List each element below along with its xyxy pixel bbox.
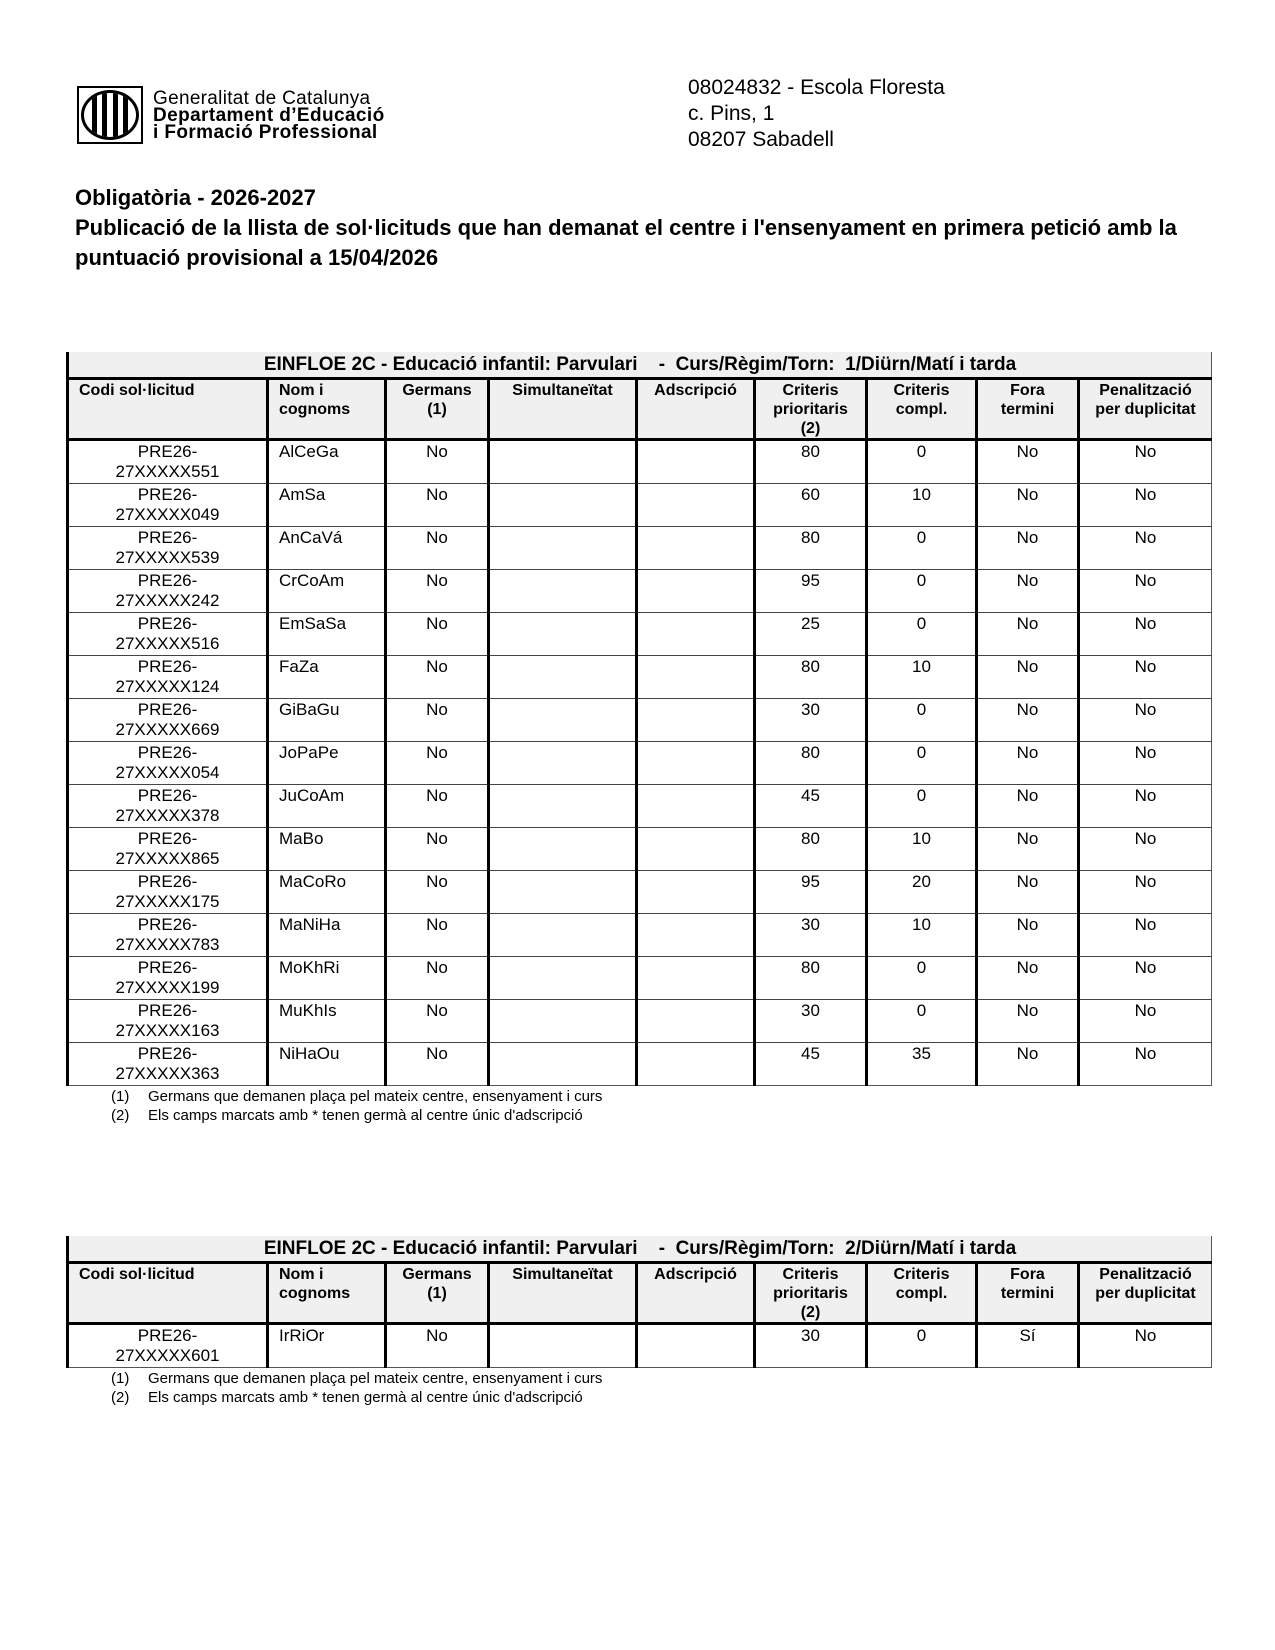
cell-assignment	[637, 871, 755, 914]
footnote	[111, 1388, 1210, 1407]
cell-priority-criteria: 80	[755, 957, 867, 1000]
table-caption: EINFLOE 2C - Educació infantil: Parvulari - Curs/Règim/Torn: 2/Diürn/Matí i tarda	[68, 1236, 1212, 1263]
column-header-request-code: Codi sol·licitud	[68, 379, 268, 440]
cell-priority-criteria: 80	[755, 440, 867, 484]
table-row	[68, 1000, 1212, 1043]
cell-complementary-criteria: 20	[867, 871, 977, 914]
cell-priority-criteria: 80	[755, 656, 867, 699]
cell-late-submission: No	[977, 742, 1079, 785]
cell-complementary-criteria: 0	[867, 527, 977, 570]
column-header-priority-criteria: Criteris prioritaris (2)	[755, 379, 867, 440]
cell-duplicate-penalty: No	[1079, 871, 1212, 914]
cell-request-code: PRE26- 27XXXXX378	[68, 785, 268, 828]
cell-simultaneity	[489, 570, 637, 613]
cell-request-code: PRE26- 27XXXXX242	[68, 570, 268, 613]
cell-request-code: PRE26- 27XXXXX199	[68, 957, 268, 1000]
cell-simultaneity	[489, 742, 637, 785]
cell-duplicate-penalty: No	[1079, 1043, 1212, 1086]
cell-duplicate-penalty: No	[1079, 785, 1212, 828]
column-header-simultaneity: Simultaneïtat	[489, 1263, 637, 1324]
cell-assignment	[637, 1000, 755, 1043]
cell-student-name: JuCoAm	[268, 785, 386, 828]
cell-complementary-criteria: 0	[867, 1000, 977, 1043]
cell-duplicate-penalty: No	[1079, 1000, 1212, 1043]
cell-request-code: PRE26- 27XXXXX175	[68, 871, 268, 914]
cell-duplicate-penalty: No	[1079, 914, 1212, 957]
cell-siblings: No	[386, 1324, 489, 1368]
table-row	[68, 570, 1212, 613]
cell-student-name: AmSa	[268, 484, 386, 527]
cell-duplicate-penalty: No	[1079, 1324, 1212, 1368]
column-header-simultaneity: Simultaneïtat	[489, 379, 637, 440]
cell-simultaneity	[489, 440, 637, 484]
footnote-number: (1)	[111, 1370, 130, 1387]
cell-request-code: PRE26- 27XXXXX551	[68, 440, 268, 484]
cell-request-code: PRE26- 27XXXXX124	[68, 656, 268, 699]
applications-table	[66, 1236, 1212, 1368]
cell-request-code: PRE26- 27XXXXX669	[68, 699, 268, 742]
cell-simultaneity	[489, 484, 637, 527]
cell-duplicate-penalty: No	[1079, 570, 1212, 613]
cell-complementary-criteria: 10	[867, 484, 977, 527]
table-footnotes	[111, 1369, 1210, 1407]
cell-student-name: MaCoRo	[268, 871, 386, 914]
cell-simultaneity	[489, 613, 637, 656]
school-name: 08024832 - Escola Floresta	[688, 76, 945, 99]
logo-line-2: Departament d’Educació	[153, 104, 385, 126]
footnote-number: (2)	[111, 1389, 130, 1406]
cell-complementary-criteria: 35	[867, 1043, 977, 1086]
logo-line-1: Generalitat de Catalunya	[153, 87, 371, 109]
cell-late-submission: No	[977, 656, 1079, 699]
footnote-text: Germans que demanen plaça pel mateix centre, ensenyament i curs	[148, 1370, 603, 1387]
cell-siblings: No	[386, 1000, 489, 1043]
cell-priority-criteria: 30	[755, 1324, 867, 1368]
cell-simultaneity	[489, 914, 637, 957]
cell-duplicate-penalty: No	[1079, 656, 1212, 699]
cell-late-submission: No	[977, 914, 1079, 957]
column-header-priority-criteria: Criteris prioritaris (2)	[755, 1263, 867, 1324]
applications-table-course-1	[66, 352, 1210, 1125]
cell-duplicate-penalty: No	[1079, 828, 1212, 871]
cell-duplicate-penalty: No	[1079, 613, 1212, 656]
cell-siblings: No	[386, 828, 489, 871]
column-header-late-submission: Fora termini	[977, 1263, 1079, 1324]
cell-complementary-criteria: 0	[867, 785, 977, 828]
cell-student-name: EmSaSa	[268, 613, 386, 656]
cell-duplicate-penalty: No	[1079, 484, 1212, 527]
column-header-assignment: Adscripció	[637, 379, 755, 440]
table-row	[68, 828, 1212, 871]
cell-simultaneity	[489, 699, 637, 742]
school-city: 08207 Sabadell	[688, 128, 834, 151]
cell-simultaneity	[489, 957, 637, 1000]
footnote-text: Els camps marcats amb * tenen germà al centre únic d'adscripció	[148, 1107, 583, 1124]
table-row	[68, 440, 1212, 484]
footnote	[111, 1369, 1210, 1388]
cell-priority-criteria: 80	[755, 527, 867, 570]
footnote-text: Els camps marcats amb * tenen germà al centre únic d'adscripció	[148, 1389, 583, 1406]
column-header-duplicate-penalty: Penalització per duplicitat	[1079, 1263, 1212, 1324]
cell-simultaneity	[489, 1043, 637, 1086]
cell-siblings: No	[386, 914, 489, 957]
cell-request-code: PRE26- 27XXXXX163	[68, 1000, 268, 1043]
cell-late-submission: No	[977, 570, 1079, 613]
cell-request-code: PRE26- 27XXXXX049	[68, 484, 268, 527]
column-header-siblings: Germans (1)	[386, 379, 489, 440]
cell-simultaneity	[489, 1324, 637, 1368]
cell-complementary-criteria: 0	[867, 570, 977, 613]
cell-complementary-criteria: 0	[867, 699, 977, 742]
cell-siblings: No	[386, 1043, 489, 1086]
cell-request-code: PRE26- 27XXXXX783	[68, 914, 268, 957]
applications-table	[66, 352, 1212, 1086]
cell-request-code: PRE26- 27XXXXX601	[68, 1324, 268, 1368]
cell-request-code: PRE26- 27XXXXX363	[68, 1043, 268, 1086]
school-address	[688, 75, 945, 153]
cell-student-name: MoKhRi	[268, 957, 386, 1000]
cell-duplicate-penalty: No	[1079, 527, 1212, 570]
cell-student-name: JoPaPe	[268, 742, 386, 785]
cell-request-code: PRE26- 27XXXXX516	[68, 613, 268, 656]
cell-request-code: PRE26- 27XXXXX054	[68, 742, 268, 785]
cell-assignment	[637, 742, 755, 785]
cell-priority-criteria: 80	[755, 828, 867, 871]
cell-assignment	[637, 656, 755, 699]
footnote-text: Germans que demanen plaça pel mateix centre, ensenyament i curs	[148, 1088, 603, 1105]
footnote	[111, 1106, 1210, 1125]
cell-priority-criteria: 80	[755, 742, 867, 785]
cell-siblings: No	[386, 527, 489, 570]
cell-complementary-criteria: 0	[867, 957, 977, 1000]
footnote-number: (1)	[111, 1088, 130, 1105]
applications-table-course-2	[66, 1236, 1210, 1407]
cell-priority-criteria: 45	[755, 1043, 867, 1086]
cell-assignment	[637, 1324, 755, 1368]
cell-student-name: CrCoAm	[268, 570, 386, 613]
cell-simultaneity	[489, 527, 637, 570]
cell-assignment	[637, 699, 755, 742]
table-header-row	[68, 1263, 1212, 1324]
heading-title: Publicació de la llista de sol·licituds que han demanat el centre i l'ensenyament en primera petició amb la puntuació provisional a 15/04/2026	[75, 215, 1177, 270]
cell-priority-criteria: 45	[755, 785, 867, 828]
cell-siblings: No	[386, 785, 489, 828]
cell-priority-criteria: 30	[755, 914, 867, 957]
cell-siblings: No	[386, 613, 489, 656]
cell-assignment	[637, 914, 755, 957]
footnote	[111, 1087, 1210, 1106]
cell-late-submission: No	[977, 871, 1079, 914]
cell-simultaneity	[489, 656, 637, 699]
cell-simultaneity	[489, 828, 637, 871]
cell-duplicate-penalty: No	[1079, 957, 1212, 1000]
column-header-complementary-criteria: Criteris compl.	[867, 379, 977, 440]
cell-simultaneity	[489, 1000, 637, 1043]
column-header-student-name: Nom i cognoms	[268, 1263, 386, 1324]
cell-complementary-criteria: 10	[867, 828, 977, 871]
cell-request-code: PRE26- 27XXXXX865	[68, 828, 268, 871]
cell-late-submission: No	[977, 957, 1079, 1000]
cell-assignment	[637, 785, 755, 828]
cell-late-submission: No	[977, 484, 1079, 527]
cell-late-submission: No	[977, 440, 1079, 484]
cell-priority-criteria: 95	[755, 871, 867, 914]
cell-student-name: MuKhIs	[268, 1000, 386, 1043]
cell-late-submission: No	[977, 828, 1079, 871]
column-header-complementary-criteria: Criteris compl.	[867, 1263, 977, 1324]
catalonia-shield-icon	[77, 86, 143, 144]
cell-siblings: No	[386, 871, 489, 914]
table-row	[68, 484, 1212, 527]
cell-complementary-criteria: 10	[867, 656, 977, 699]
cell-late-submission: Sí	[977, 1324, 1079, 1368]
table-caption: EINFLOE 2C - Educació infantil: Parvulari - Curs/Règim/Torn: 1/Diürn/Matí i tarda	[68, 352, 1212, 379]
cell-assignment	[637, 484, 755, 527]
table-row	[68, 957, 1212, 1000]
cell-late-submission: No	[977, 699, 1079, 742]
table-row	[68, 1043, 1212, 1086]
column-header-late-submission: Fora termini	[977, 379, 1079, 440]
cell-priority-criteria: 95	[755, 570, 867, 613]
column-header-assignment: Adscripció	[637, 1263, 755, 1324]
table-row	[68, 613, 1212, 656]
cell-siblings: No	[386, 656, 489, 699]
cell-late-submission: No	[977, 527, 1079, 570]
cell-siblings: No	[386, 957, 489, 1000]
cell-assignment	[637, 828, 755, 871]
cell-duplicate-penalty: No	[1079, 440, 1212, 484]
cell-student-name: IrRiOr	[268, 1324, 386, 1368]
cell-student-name: NiHaOu	[268, 1043, 386, 1086]
cell-late-submission: No	[977, 1000, 1079, 1043]
footnote-number: (2)	[111, 1107, 130, 1124]
table-row	[68, 527, 1212, 570]
cell-priority-criteria: 25	[755, 613, 867, 656]
column-header-student-name: Nom i cognoms	[268, 379, 386, 440]
table-header-row	[68, 379, 1212, 440]
cell-priority-criteria: 30	[755, 699, 867, 742]
table-row	[68, 914, 1212, 957]
cell-assignment	[637, 527, 755, 570]
cell-assignment	[637, 1043, 755, 1086]
document-heading	[75, 183, 1185, 273]
cell-assignment	[637, 957, 755, 1000]
cell-student-name: FaZa	[268, 656, 386, 699]
cell-student-name: AlCeGa	[268, 440, 386, 484]
cell-simultaneity	[489, 871, 637, 914]
table-row	[68, 785, 1212, 828]
cell-complementary-criteria: 10	[867, 914, 977, 957]
cell-student-name: AnCaVá	[268, 527, 386, 570]
cell-complementary-criteria: 0	[867, 440, 977, 484]
cell-duplicate-penalty: No	[1079, 742, 1212, 785]
cell-duplicate-penalty: No	[1079, 699, 1212, 742]
cell-complementary-criteria: 0	[867, 1324, 977, 1368]
cell-assignment	[637, 570, 755, 613]
cell-late-submission: No	[977, 1043, 1079, 1086]
table-row	[68, 871, 1212, 914]
cell-late-submission: No	[977, 785, 1079, 828]
heading-year: Obligatòria - 2026-2027	[75, 185, 316, 210]
cell-request-code: PRE26- 27XXXXX539	[68, 527, 268, 570]
cell-siblings: No	[386, 440, 489, 484]
column-header-request-code: Codi sol·licitud	[68, 1263, 268, 1324]
logo-line-3: i Formació Professional	[153, 121, 378, 143]
cell-student-name: MaBo	[268, 828, 386, 871]
cell-simultaneity	[489, 785, 637, 828]
column-header-siblings: Germans (1)	[386, 1263, 489, 1324]
school-street: c. Pins, 1	[688, 102, 775, 125]
cell-siblings: No	[386, 742, 489, 785]
table-row	[68, 656, 1212, 699]
cell-complementary-criteria: 0	[867, 613, 977, 656]
cell-complementary-criteria: 0	[867, 742, 977, 785]
cell-assignment	[637, 440, 755, 484]
cell-priority-criteria: 30	[755, 1000, 867, 1043]
table-row	[68, 699, 1212, 742]
column-header-duplicate-penalty: Penalització per duplicitat	[1079, 379, 1212, 440]
cell-priority-criteria: 60	[755, 484, 867, 527]
cell-siblings: No	[386, 484, 489, 527]
generalitat-logo	[77, 86, 385, 144]
cell-siblings: No	[386, 570, 489, 613]
cell-student-name: GiBaGu	[268, 699, 386, 742]
cell-siblings: No	[386, 699, 489, 742]
table-row	[68, 1324, 1212, 1368]
table-footnotes	[111, 1087, 1210, 1125]
cell-late-submission: No	[977, 613, 1079, 656]
table-row	[68, 742, 1212, 785]
cell-student-name: MaNiHa	[268, 914, 386, 957]
cell-assignment	[637, 613, 755, 656]
